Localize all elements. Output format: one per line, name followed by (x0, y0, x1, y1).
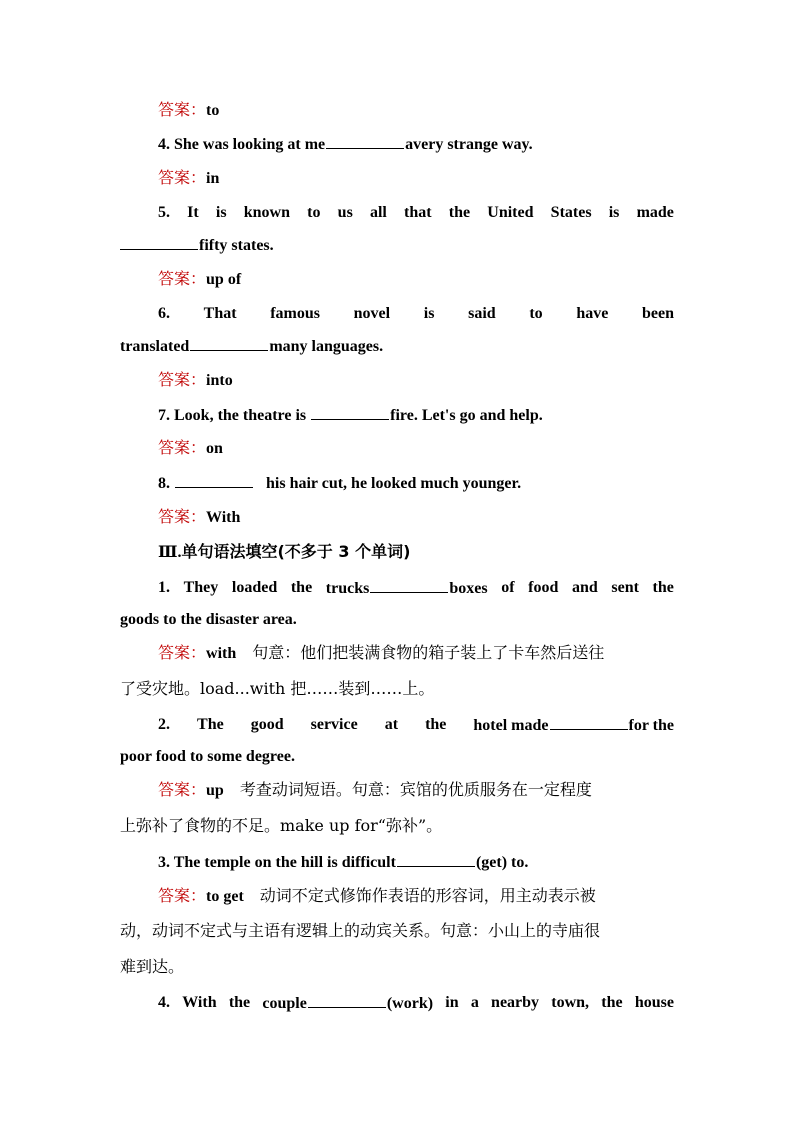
word: With (182, 994, 217, 1011)
word: been (641, 305, 674, 322)
explanation: 上弥补了食物的不足。make up for“弥补”。 (120, 816, 443, 835)
word: at (384, 716, 399, 733)
word: that (404, 204, 432, 221)
word: is (423, 305, 435, 322)
answer-label: 答案： (158, 370, 207, 389)
answer-blank (308, 993, 386, 1008)
explanation-line (120, 921, 600, 942)
word: the (601, 994, 623, 1011)
word: the (448, 204, 471, 221)
question-text: fire. Let's go and help. (390, 407, 543, 424)
word: famous (270, 305, 320, 322)
word: novel (353, 305, 391, 322)
word: boxes (449, 580, 488, 597)
answer-text: on (206, 440, 223, 457)
word: made (636, 204, 674, 221)
explanation: 考查动词短语。句意：宾馆的优质服务在一定程度 (239, 780, 592, 799)
word: food (528, 579, 559, 596)
answer-line (158, 780, 592, 801)
answer-blank (550, 715, 628, 730)
word: States (550, 204, 592, 221)
question-text: She was looking at me (174, 136, 326, 153)
answer-line (158, 370, 233, 391)
word: to (307, 204, 321, 221)
word: a (470, 994, 479, 1011)
answer-blank (120, 235, 198, 250)
question-text: (get) to. (475, 854, 529, 871)
explanation: 动，动词不定式与主语有逻辑上的动宾关系。句意：小山上的寺庙很 (120, 921, 601, 940)
answer-text: up of (206, 271, 242, 288)
word: The (197, 716, 224, 733)
question-7 (158, 405, 543, 426)
explanation-line (120, 679, 434, 700)
explanation: 动词不定式修饰作表语的形容词，用主动表示被 (259, 886, 596, 905)
grammar-3 (158, 852, 528, 873)
answer-label: 答案： (158, 100, 207, 119)
answer-label: 答案： (158, 886, 207, 905)
word: good (250, 716, 284, 733)
word: the (652, 579, 674, 596)
word: nearby (491, 994, 540, 1011)
answer-text: up (206, 782, 224, 799)
word: and (571, 579, 598, 596)
question-text: translated (120, 338, 190, 355)
question-text: Look, the theatre is (174, 407, 311, 424)
section-number: Ⅲ. (158, 544, 182, 561)
question-text: his hair cut, he looked much younger. (266, 475, 522, 492)
word: is (215, 204, 227, 221)
grammar-1-line1 (158, 578, 674, 599)
word: They (183, 579, 219, 596)
answer-label: 答案： (158, 643, 207, 662)
word: the (290, 579, 313, 596)
answer-line (158, 269, 241, 290)
word: for the (628, 717, 674, 734)
section-title: 单句语法填空(不多于 3 个单词) (181, 542, 411, 561)
answer-line (158, 168, 219, 189)
answer-label: 答案： (158, 780, 207, 799)
answer-line (158, 886, 596, 907)
question-4 (158, 134, 533, 155)
answer-label: 答案： (158, 507, 207, 526)
answer-text: to (206, 102, 220, 119)
word: 1. (158, 579, 170, 596)
question-text: avery strange way. (405, 136, 533, 153)
answer-label: 答案： (158, 269, 207, 288)
word: 5. (158, 204, 170, 221)
explanation-line (120, 957, 184, 978)
grammar-4-line1 (158, 993, 674, 1014)
answer-text: with (206, 645, 237, 662)
word: service (310, 716, 358, 733)
answer-blank (175, 473, 253, 488)
question-8 (158, 473, 521, 494)
explanation: 句意：他们把装满食物的箱子装上了卡车然后送往 (252, 643, 605, 662)
answer-label: 答案： (158, 438, 207, 457)
word: 6. (158, 305, 170, 322)
answer-blank (190, 336, 268, 351)
question-text: many languages. (269, 338, 384, 355)
word: house (634, 994, 674, 1011)
answer-line (158, 438, 223, 459)
grammar-2-line2: poor food to some degree. (120, 748, 295, 765)
grammar-2-line1 (158, 715, 674, 736)
word: 4. (158, 994, 170, 1011)
word: have (576, 305, 609, 322)
answer-label: 答案： (158, 168, 207, 187)
explanation: 了受灾地。load...with 把……装到……上。 (120, 679, 435, 698)
answer-line (158, 507, 240, 528)
word: known (243, 204, 290, 221)
answer-text: in (206, 170, 220, 187)
question-5-line1 (158, 203, 674, 223)
word: said (468, 305, 496, 322)
word: the (425, 716, 447, 733)
grammar-1-line2: goods to the disaster area. (120, 611, 297, 628)
word: is (608, 204, 620, 221)
word: trucks (325, 580, 370, 597)
word: United (487, 204, 534, 221)
word: That (203, 305, 237, 322)
answer-blank (370, 578, 448, 593)
question-number: 4. (158, 136, 170, 153)
answer-line (158, 100, 219, 121)
answer-text: to get (206, 888, 244, 905)
question-number: 8. (158, 475, 170, 492)
word: of (501, 579, 515, 596)
question-number: 3. (158, 854, 170, 871)
question-6-line2 (120, 336, 383, 357)
word: It (187, 204, 199, 221)
question-5-line2 (120, 235, 274, 256)
word: hotel made (473, 717, 549, 734)
word: in (445, 994, 459, 1011)
explanation-line (120, 816, 442, 837)
explanation: 难到达。 (120, 957, 185, 976)
word: the (228, 994, 251, 1011)
word: couple (262, 995, 307, 1012)
word: 2. (158, 716, 170, 733)
word: loaded (231, 579, 278, 596)
word: sent (611, 579, 639, 596)
question-text: The temple on the hill is difficult (173, 854, 396, 871)
answer-blank (311, 405, 389, 420)
answer-text: into (206, 372, 233, 389)
section-heading (158, 542, 410, 563)
word: all (369, 204, 387, 221)
question-6-line1 (158, 304, 674, 324)
answer-line (158, 643, 604, 664)
word: to (529, 305, 543, 322)
answer-blank (397, 852, 475, 867)
word: us (337, 204, 353, 221)
question-text: fifty states. (199, 237, 274, 254)
answer-text: With (206, 509, 241, 526)
word: (work) (386, 995, 434, 1012)
answer-blank (326, 134, 404, 149)
question-number: 7. (158, 407, 170, 424)
word: town, (551, 994, 590, 1011)
